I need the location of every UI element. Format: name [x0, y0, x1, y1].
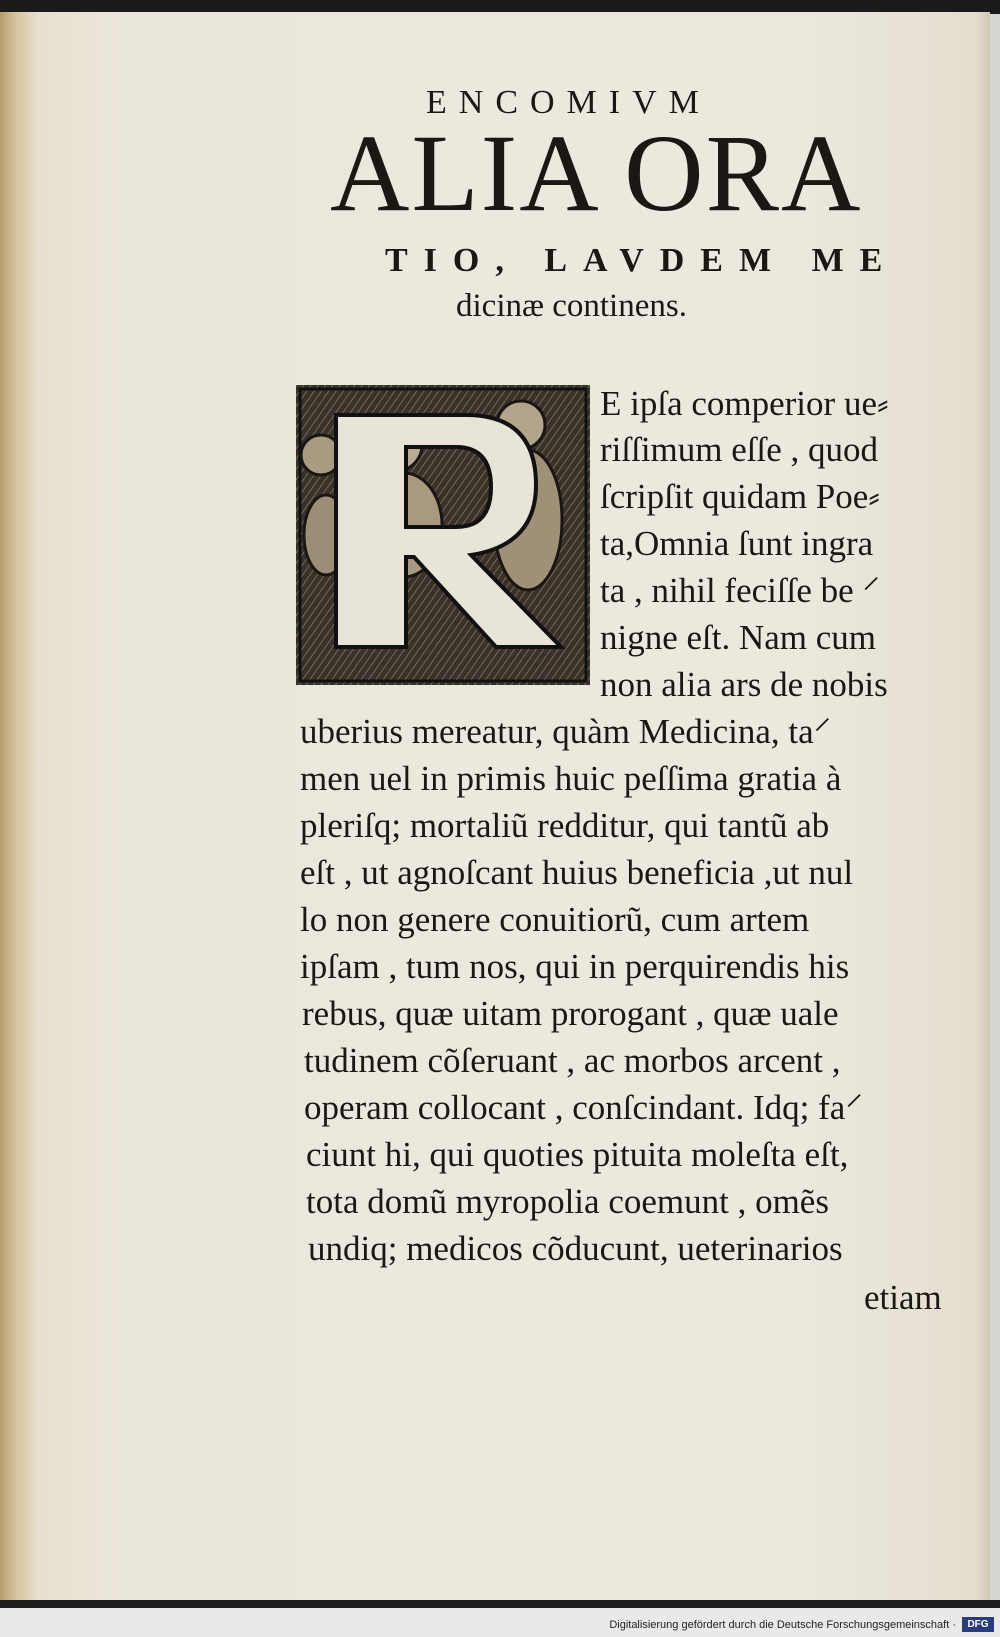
text-line: ſcripſit quidam Poe⸗ — [600, 477, 880, 516]
text-line: ciunt hi, qui quoties pituita moleſta eſt, — [306, 1135, 849, 1174]
title-line-2: TIO, LAVDEM ME — [385, 242, 899, 279]
text-line: men uel in primis huic peſſima gratia à — [300, 759, 842, 798]
page-gutter — [0, 12, 38, 1602]
text-line: tota domũ myropolia coemunt , omẽs — [306, 1182, 829, 1221]
text-line: E ipſa comperior ue⸗ — [600, 384, 889, 423]
text-line: eſt , ut agnoſcant huius beneficia ,ut nul — [300, 853, 854, 892]
dfg-logo: DFG — [962, 1617, 994, 1632]
catchword: etiam — [864, 1278, 942, 1317]
text-line: nigne eſt. Nam cum — [600, 618, 877, 657]
text-line: ta,Omnia ſunt ingra — [600, 524, 874, 563]
text-line: pleriſq; mortaliũ redditur, qui tantũ ab — [300, 806, 830, 845]
text-line: ta , nihil feciſſe be ⸍ — [600, 571, 880, 610]
title-line-1: ALIA ORA — [330, 112, 863, 234]
digitization-credit: Digitalisierung gefördert durch die Deutsche Forschungsgemeinschaft · — [609, 1619, 956, 1631]
text-line: ipſam , tum nos, qui in perquirendis his — [300, 947, 850, 986]
text-line: lo non genere conuitiorũ, cum artem — [300, 900, 810, 939]
text-line: rebus, quæ uitam prorogant , quæ uale — [302, 994, 839, 1033]
text-line: non alia ars de nobis — [600, 665, 888, 704]
text-line: operam collocant , conſcindant. Idq; fa⸍ — [304, 1088, 863, 1127]
text-line: undiq; medicos cõducunt, ueterinarios — [308, 1229, 843, 1268]
text-line: riſſimum eſſe , quod — [600, 430, 879, 469]
title-line-3: dicinæ continens. — [456, 288, 687, 324]
text-line: uberius mereatur, quàm Medicina, ta⸍ — [300, 712, 832, 751]
decorated-initial-R-woodcut — [296, 385, 590, 685]
running-header: ENCOMIVM — [426, 84, 711, 121]
text-line: tudinem cõſeruant , ac morbos arcent , — [304, 1041, 841, 1080]
